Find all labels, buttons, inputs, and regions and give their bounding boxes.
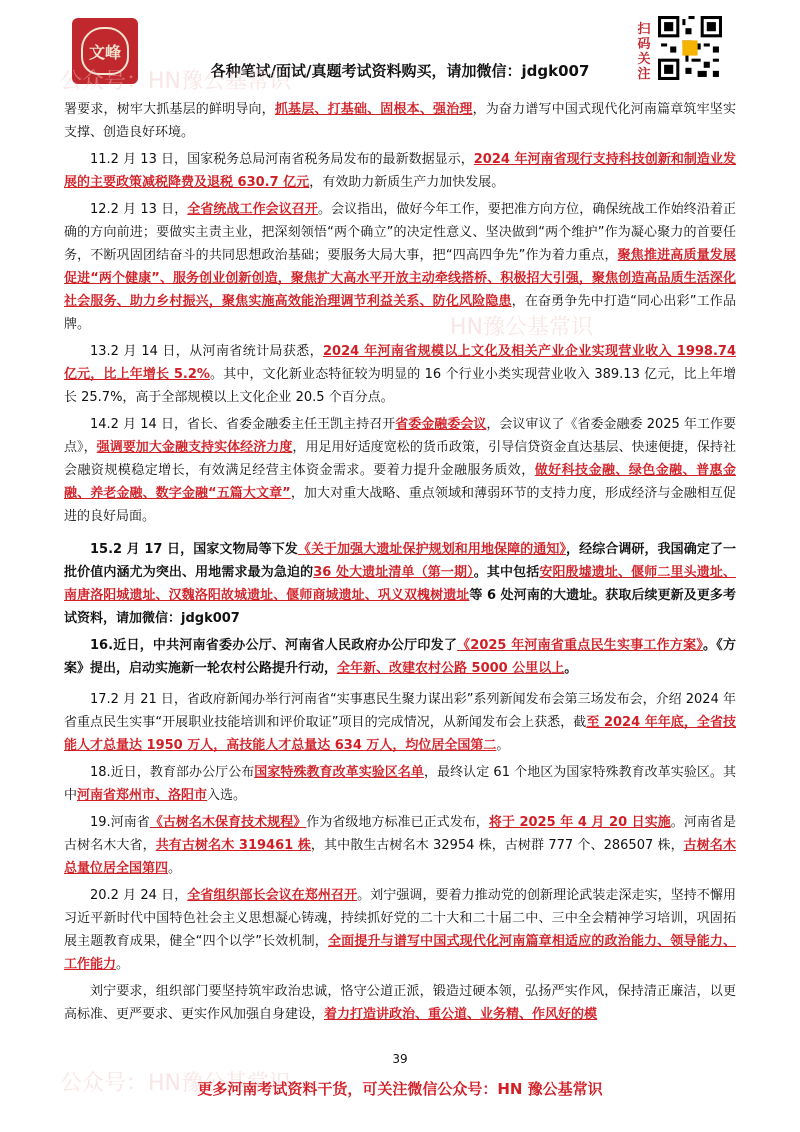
paragraph xyxy=(64,148,736,194)
body-text: 12.2 月 13 日， xyxy=(90,202,188,217)
body-text: ，在奋勇争先中打造“同心出彩”工作品牌。 xyxy=(64,294,736,332)
body-text: 署要求，树牢大抓基层的鲜明导向， xyxy=(64,102,275,117)
promo-header: 各种笔试/面试/真题考试资料购买，请加微信：jdgk007 xyxy=(210,62,590,80)
highlight-text: 古树名木总量位居全国第四 xyxy=(64,838,736,876)
paragraph xyxy=(64,761,736,807)
body-text: 等 6 处河南的大遗址。获取后续更新及更多考试资料，请加微信：jdgk007 xyxy=(64,588,736,626)
highlight-text: 着力打造讲政治、重公道、业务精、作风好的模 xyxy=(324,1007,598,1022)
body-text: 。《方案》提出，启动实施新一轮农村公路提升行动， xyxy=(64,638,736,676)
body-text: ，为奋力谱写中国式现代化河南篇章筑牢坚实支撑、创造良好环境。 xyxy=(64,102,736,140)
paragraph xyxy=(64,340,736,409)
body-text: ，经综合调研，我国确定了一批价值内涵尤为突出、用地需求最为急迫的 xyxy=(64,542,736,580)
paragraph xyxy=(64,634,736,680)
highlight-text: 国家特殊教育改革实验区名单 xyxy=(254,765,424,780)
paragraph xyxy=(64,811,736,880)
page-number: 39 xyxy=(392,1052,408,1066)
highlight-text: 36 处大遗址清单（第一期） xyxy=(313,565,474,580)
watermark: HN豫公基常识 xyxy=(450,315,594,340)
body-text: ，其中散生古树名木 32954 株，古树群 777 个、286507 株， xyxy=(310,838,684,853)
body-text: 。刘宁强调，要着力推动党的创新理论武装走深走实，坚持不懈用习近平新时代中国特色社会主义思想凝心铸魂，持续抓好党的二十大和二十届二中、三中全会精神学习培训，巩固拓展主题教育成果，健全“四个以学”长效机制， xyxy=(64,888,736,949)
highlight-text: 全面提升与谱写中国式现代化河南篇章相适应的政治能力、领导能力、工作能力 xyxy=(64,934,736,972)
body-text: 。 xyxy=(564,661,578,676)
footer-promo: 更多河南考试资料干货，可关注微信公众号：HN 豫公基常识 xyxy=(197,1080,603,1098)
highlight-text: 《2025 年河南省重点民生实事工作方案》 xyxy=(457,638,704,653)
body-text: 13.2 月 14 日，从河南省统计局获悉， xyxy=(90,344,323,359)
body-text: 11.2 月 13 日，国家税务总局河南省税务局发布的最新数据显示， xyxy=(90,152,474,167)
body-text: ，用足用好适度宽松的货币政策，引导信贷资金直达基层、快速便捷，保持社会融资规模稳定增长，有效满足经营主体资金需求。要着力提升金融服务质效， xyxy=(64,440,736,478)
highlight-text: 《古树名木保育技术规程》 xyxy=(149,815,307,830)
body-text: 入选。 xyxy=(207,788,247,803)
body-text: 作为省级地方标准已正式发布， xyxy=(306,815,489,830)
body-text: 刘宁要求，组织部门要坚持筑牢政治忠诚，恪守公道正派，锻造过硬本领，弘扬严实作风，保持清正廉洁，以更高标准、更严要求、更实作风加强自身建设， xyxy=(64,984,736,1022)
highlight-text: 全年新、改建农村公路 5000 公里以上 xyxy=(337,661,565,676)
logo-text: 文峰 xyxy=(81,27,129,75)
scan-label: 扫码关注 xyxy=(637,22,651,82)
body-text: 。 xyxy=(116,957,130,972)
highlight-text: 2024 年河南省规模以上文化及相关产业企业实现营业收入 1998.74 亿元，比上年增长 5.2% xyxy=(64,344,736,382)
watermark: 公众号：HN豫公基常识 xyxy=(60,1071,292,1096)
body-text: 18.近日，教育部办公厅公布 xyxy=(90,765,255,780)
paragraph xyxy=(64,98,736,144)
highlight-text: 省委金融委会议 xyxy=(395,417,487,432)
body-text: 。其中包括 xyxy=(473,565,540,580)
body-text: 。会议指出，做好今年工作，要把准方向方位，确保统战工作始终沿着正确的方向前进；要做实主责主业，把深刻领悟“两个确立”的决定性意义、坚决做到“两个维护”作为凝心聚力的首要任务，不断巩固团结奋斗的共同思想政治基础；要服务大局大事，把“四高四争先”作为着力重点， xyxy=(64,202,736,263)
highlight-text: 《关于加强大遗址保护规划和用地保障的通知》 xyxy=(297,542,567,557)
highlight-text: 抓基层、打基础、固根本、强治理 xyxy=(274,102,473,117)
highlight-text: 共有古树名木 319461 株 xyxy=(155,838,311,853)
body-text: 。 xyxy=(496,738,510,753)
highlight-text: 全省组织部长会议在郑州召开 xyxy=(187,888,358,903)
body-text: 。 xyxy=(168,861,182,876)
qr-code-icon[interactable] xyxy=(658,16,722,80)
highlight-text: 全省统战工作会议召开 xyxy=(187,202,318,217)
body-text: 20.2 月 24 日， xyxy=(90,888,188,903)
paragraph xyxy=(64,538,736,630)
paragraph xyxy=(64,688,736,757)
body-text: 19.河南省 xyxy=(90,815,150,830)
highlight-text: 强调要加大金融支持实体经济力度 xyxy=(96,440,293,455)
body-text: ，有效助力新质生产力加快发展。 xyxy=(309,175,505,190)
highlight-text: 做好科技金融、绿色金融、普惠金融、养老金融、数字金融“五篇大文章” xyxy=(64,463,736,501)
body-text: 。其中，文化新业态特征较为明显的 16 个行业小类实现营业收入 389.13 亿元，比上年增长 25.7%，高于全部规模以上文化企业 20.5 个百分点。 xyxy=(64,367,736,405)
highlight-text: 2024 年河南省现行支持科技创新和制造业发展的主要政策减税降费及退税 630.7 亿元 xyxy=(64,152,736,190)
body-text: 17.2 月 21 日，省政府新闻办举行河南省“实事惠民生聚力谋出彩”系列新闻发布会第三场发布会，介绍 2024 年省重点民生实事“开展职业技能培训和评价取证”项目的完成情况，从新闻发布会上获悉，截 xyxy=(64,692,736,730)
body-text: ，加大对重大战略、重点领域和薄弱环节的支持力度，形成经济与金融相互促进的良好局面。 xyxy=(64,486,736,524)
body-text: ，最终认定 61 个地区为国家特殊教育改革实验区。其中 xyxy=(64,765,736,803)
body-text: 14.2 月 14 日，省长、省委金融委主任王凯主持召开 xyxy=(90,417,396,432)
highlight-text: 安阳殷墟遗址、偃师二里头遗址、南唐洛阳城遗址、汉魏洛阳故城遗址、偃师商城遗址、巩义双槐树遗址 xyxy=(64,565,736,603)
body-text: ，会议审议了《省委金融委 2025 年工作要点》， xyxy=(64,417,736,455)
body-text: 。河南省是古树名木大省， xyxy=(64,815,736,853)
highlight-text: 河南省郑州市、洛阳市 xyxy=(77,788,208,803)
paragraph xyxy=(64,413,736,528)
paragraph xyxy=(64,198,736,336)
article-body xyxy=(64,94,736,1026)
paragraph xyxy=(64,980,736,1026)
body-text: 16.近日，中共河南省委办公厅、河南省人民政府办公厅印发了 xyxy=(90,638,458,653)
highlight-text: 将于 2025 年 4 月 20 日实施 xyxy=(488,815,671,830)
body-text: 15.2 月 17 日，国家文物局等下发 xyxy=(90,542,298,557)
paragraph xyxy=(64,884,736,976)
highlight-text: 聚焦推进高质量发展促进“两个健康”、服务创业创新创造，聚焦扩大高水平开放主动牵线搭桥、积极招大引强，聚焦创造高品质生活深化社会服务、助力乡村振兴，聚焦实施高效能治理调节利益关系、防化风险隐患 xyxy=(64,248,736,309)
watermark: 公众号：HN豫公基常识 xyxy=(60,69,292,94)
highlight-text: 至 2024 年年底，全省技能人才总量达 1950 万人，高技能人才总量达 634 万人，均位居全国第二 xyxy=(64,715,736,753)
